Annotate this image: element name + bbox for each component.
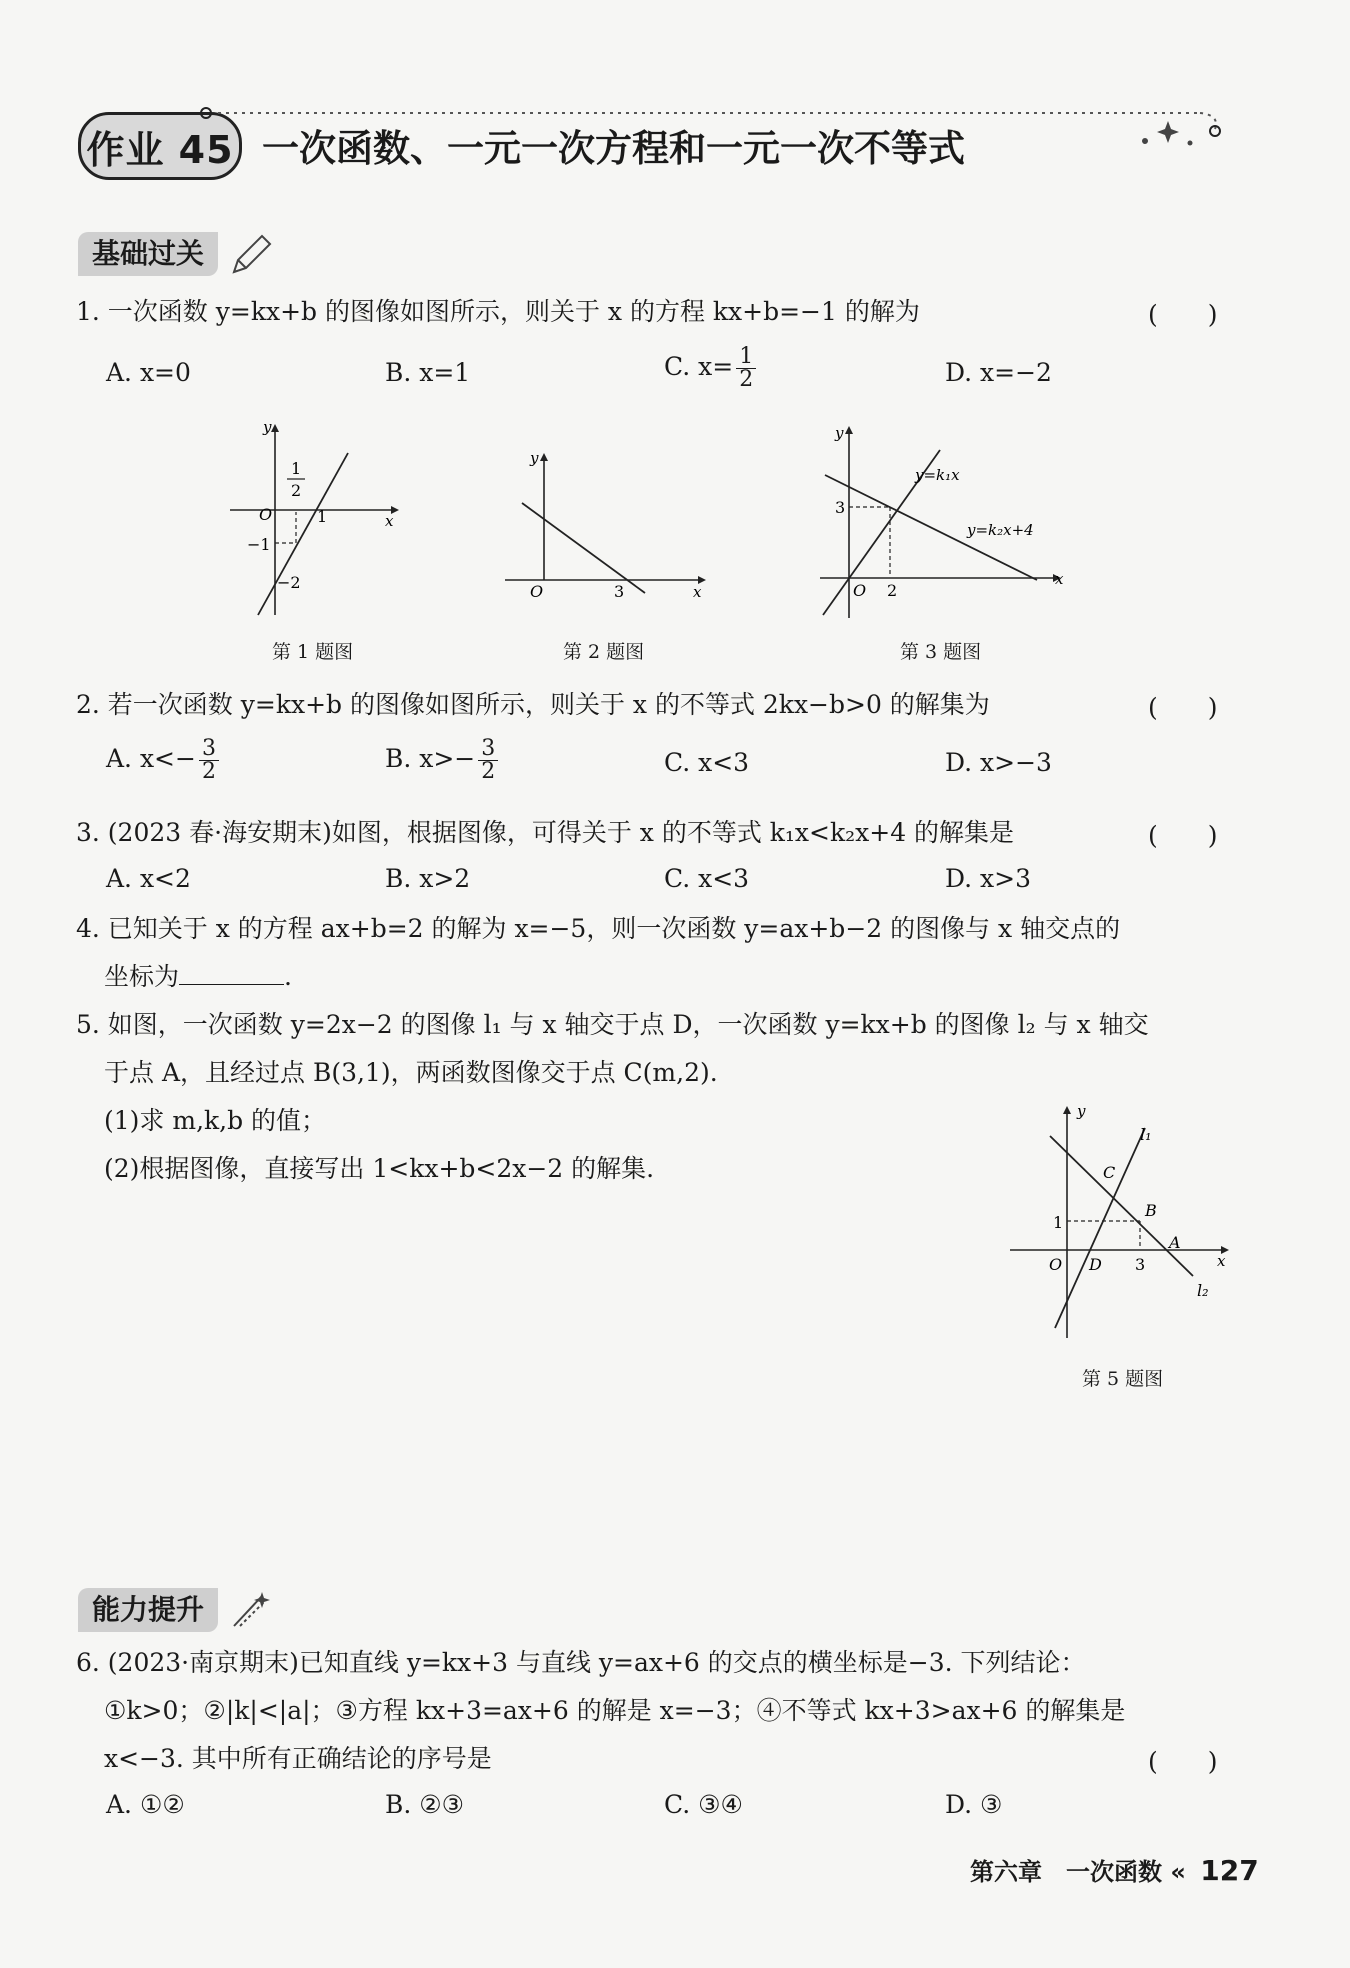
q3-stem: 3. (2023 春·海安期末)如图，根据图像，可得关于 x 的不等式 k₁x<k₂x+4 的解集是: [76, 818, 1015, 847]
homework-badge-text: 作业 45: [86, 127, 234, 172]
q2-option-b-fraction: [478, 738, 498, 783]
q1-option-d: D. x=−2: [945, 358, 1052, 387]
fig1-half-den: 2: [291, 481, 302, 500]
q6-option-b: B. ②③: [385, 1790, 465, 1819]
q3-answer-paren: ( ): [1148, 821, 1218, 850]
fig1-y-label: y: [263, 420, 272, 436]
q6-line2: ①k>0；②|k|<|a|；③方程 kx+3=ax+6 的解是 x=−3；④不等式 kx+3>ax+6 的解集是: [104, 1696, 1126, 1725]
figure-5: [1005, 1098, 1240, 1348]
q6-option-d: D. ③: [945, 1790, 1003, 1819]
fig5-point-d: D: [1089, 1255, 1102, 1274]
q3-option-c: C. x<3: [664, 864, 750, 893]
sparkle-icon: [1157, 121, 1179, 143]
q2-option-a-text: A. x<−: [106, 744, 196, 773]
fig5-point-c: C: [1103, 1163, 1116, 1182]
fig5-point-a: A: [1169, 1233, 1181, 1252]
arrow-icon: [1063, 1106, 1071, 1114]
arrow-icon: [540, 453, 548, 461]
page-number: 127: [1200, 1854, 1259, 1887]
fig5-caption: 第 5 题图: [1082, 1368, 1164, 1390]
fig2-caption: 第 2 题图: [563, 641, 645, 663]
fig5-origin: O: [1049, 1255, 1063, 1274]
q2-answer-paren: ( ): [1148, 693, 1218, 722]
q2-option-a-fraction: [199, 738, 219, 783]
fig5-tick-one: 1: [1053, 1213, 1064, 1232]
pencil-icon: [228, 232, 274, 278]
q2-option-d: D. x>−3: [945, 748, 1052, 777]
fig2-three: 3: [614, 582, 625, 601]
q1-stem: 1. 一次函数 y=kx+b 的图像如图所示，则关于 x 的方程 kx+b=−1 的解为: [76, 297, 920, 326]
fig2-x-label: x: [693, 583, 702, 601]
q3-option-a: A. x<2: [106, 864, 191, 893]
section-tab-advanced: [78, 1588, 218, 1632]
sparkle-pencil-icon: [228, 1586, 274, 1632]
figure-2: [500, 445, 715, 605]
figure-1: [225, 420, 405, 620]
fig3-three: 3: [835, 498, 846, 517]
fig3-caption: 第 3 题图: [900, 641, 982, 663]
q4-line1: 4. 已知关于 x 的方程 ax+b=2 的解为 x=−5，则一次函数 y=ax+b−2 的图像与 x 轴交点的: [76, 914, 1121, 943]
fig3-origin: O: [853, 581, 867, 600]
fig1-neg2: −2: [277, 573, 301, 592]
fig5-line-l1: [1055, 1128, 1145, 1328]
q2-option-b: [385, 738, 501, 783]
q6-option-a: A. ①②: [106, 1790, 185, 1819]
fraction-numerator: 3: [199, 738, 219, 761]
q4-line2: [104, 960, 292, 994]
fraction-denominator: 2: [481, 759, 496, 784]
fig3-two: 2: [887, 581, 898, 600]
chevron-left-icon: «: [1170, 1858, 1186, 1886]
fig1-origin: O: [259, 505, 273, 524]
fraction-denominator: 2: [201, 759, 216, 784]
q4-answer-blank[interactable]: [179, 960, 284, 985]
q3-option-d: D. x>3: [945, 864, 1031, 893]
page-title: 一次函数、一元一次方程和一元一次不等式: [262, 127, 965, 170]
q1-answer-paren: ( ): [1148, 300, 1218, 329]
q1-option-c-fraction: [736, 346, 756, 391]
fig1-neg1: −1: [247, 535, 271, 554]
fig5-x-label: x: [1217, 1252, 1226, 1270]
fig1-line: [258, 453, 348, 615]
figure-3: [815, 420, 1075, 620]
fig5-y-label: y: [1077, 1102, 1086, 1120]
fig3-y-label: y: [835, 424, 844, 442]
q4-line2-text: 坐标为: [104, 962, 180, 991]
fig5-l2-label: l₂: [1197, 1281, 1209, 1300]
fig1-x-label: x: [385, 512, 394, 530]
fig2-y-label: y: [530, 449, 539, 467]
q2-option-a: [106, 738, 222, 783]
section-tab-basic: [78, 232, 218, 276]
q5-sub1: (1)求 m,k,b 的值；: [104, 1106, 327, 1135]
q1-option-a: A. x=0: [106, 358, 191, 387]
q1-option-c-text: C. x=: [664, 352, 734, 381]
arrow-icon: [271, 424, 279, 432]
fig2-origin: O: [530, 582, 544, 601]
fig5-tick-three: 3: [1135, 1255, 1146, 1274]
q2-option-b-text: B. x>−: [385, 744, 476, 773]
q5-line1: 5. 如图，一次函数 y=2x−2 的图像 l₁ 与 x 轴交于点 D，一次函数 y=kx+b 的图像 l₂ 与 x 轴交: [76, 1010, 1149, 1039]
section-title-advanced: 能力提升: [92, 1593, 205, 1626]
fig3-line1-label: y=k₁x: [915, 466, 960, 484]
fig5-l1-label: l₁: [1140, 1125, 1152, 1144]
q6-line1: 6. (2023·南京期末)已知直线 y=kx+3 与直线 y=ax+6 的交点的横坐标是−3. 下列结论：: [76, 1648, 1086, 1677]
q5-line2: 于点 A，且经过点 B(3,1)，两函数图像交于点 C(m,2).: [104, 1058, 718, 1087]
fraction-numerator: 3: [478, 738, 498, 761]
q6-answer-paren: ( ): [1148, 1747, 1218, 1776]
q6-line3: x<−3. 其中所有正确结论的序号是: [104, 1744, 492, 1773]
fig1-caption: 第 1 题图: [272, 641, 354, 663]
fig1-one: 1: [317, 507, 328, 526]
fraction-denominator: 2: [739, 367, 754, 392]
q1-option-c: [664, 346, 759, 391]
arrow-icon: [845, 426, 853, 434]
q3-option-b: B. x>2: [385, 864, 471, 893]
q6-option-c: C. ③④: [664, 1790, 743, 1819]
fig3-line2-label: y=k₂x+4: [967, 521, 1034, 539]
q4-line2-end: .: [284, 962, 292, 991]
q1-option-b: B. x=1: [385, 358, 471, 387]
q2-stem: 2. 若一次函数 y=kx+b 的图像如图所示，则关于 x 的不等式 2kx−b>0 的解集为: [76, 690, 990, 719]
section-title-basic: 基础过关: [92, 237, 205, 270]
q5-sub2: (2)根据图像，直接写出 1<kx+b<2x−2 的解集.: [104, 1154, 655, 1183]
fig1-half-num: 1: [291, 459, 302, 478]
footer-chapter: 第六章 一次函数: [970, 1858, 1162, 1886]
dot-icon: [1142, 138, 1148, 144]
fig5-line-l2: [1050, 1136, 1193, 1276]
header-ring-left: [201, 108, 211, 118]
q2-option-c: C. x<3: [664, 748, 750, 777]
page-footer: [970, 1852, 1259, 1887]
fig5-point-b: B: [1145, 1201, 1157, 1220]
dot-icon: [1188, 141, 1193, 146]
fraction-numerator: 1: [736, 346, 756, 369]
fig3-x-label: x: [1055, 570, 1064, 588]
